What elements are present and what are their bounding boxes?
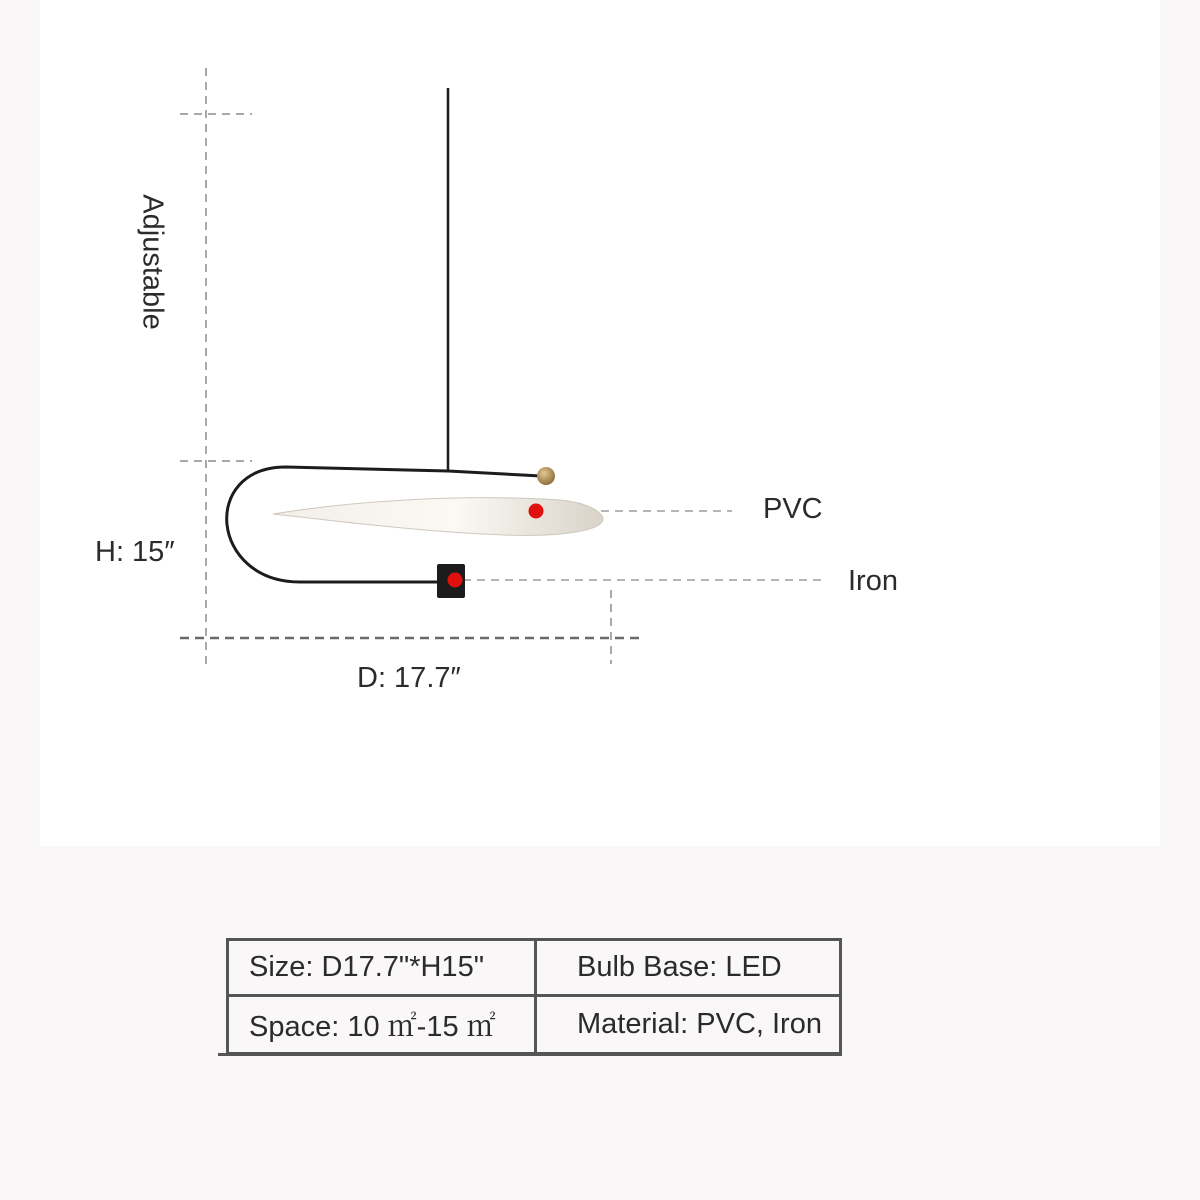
depth-label: D: 17.7″: [357, 662, 461, 694]
brass-ball: [537, 467, 555, 485]
spec-size: Size: D17.7"*H15": [229, 941, 537, 997]
height-label: H: 15″: [95, 536, 175, 568]
spec-space: Space: 10 ㎡-15 ㎡: [229, 997, 537, 1053]
adjustable-label: Adjustable: [136, 194, 169, 330]
spec-table: [226, 938, 842, 1055]
spec-material: Material: PVC, Iron: [577, 1007, 822, 1040]
iron-marker: [448, 573, 463, 588]
pvc-shade: [273, 498, 603, 536]
spec-bulb-base: Bulb Base: LED: [537, 941, 839, 997]
spec-table-underline: [218, 1053, 842, 1056]
pvc-marker: [529, 504, 544, 519]
iron-callout-label: Iron: [848, 565, 898, 597]
pvc-callout-label: PVC: [763, 493, 823, 525]
